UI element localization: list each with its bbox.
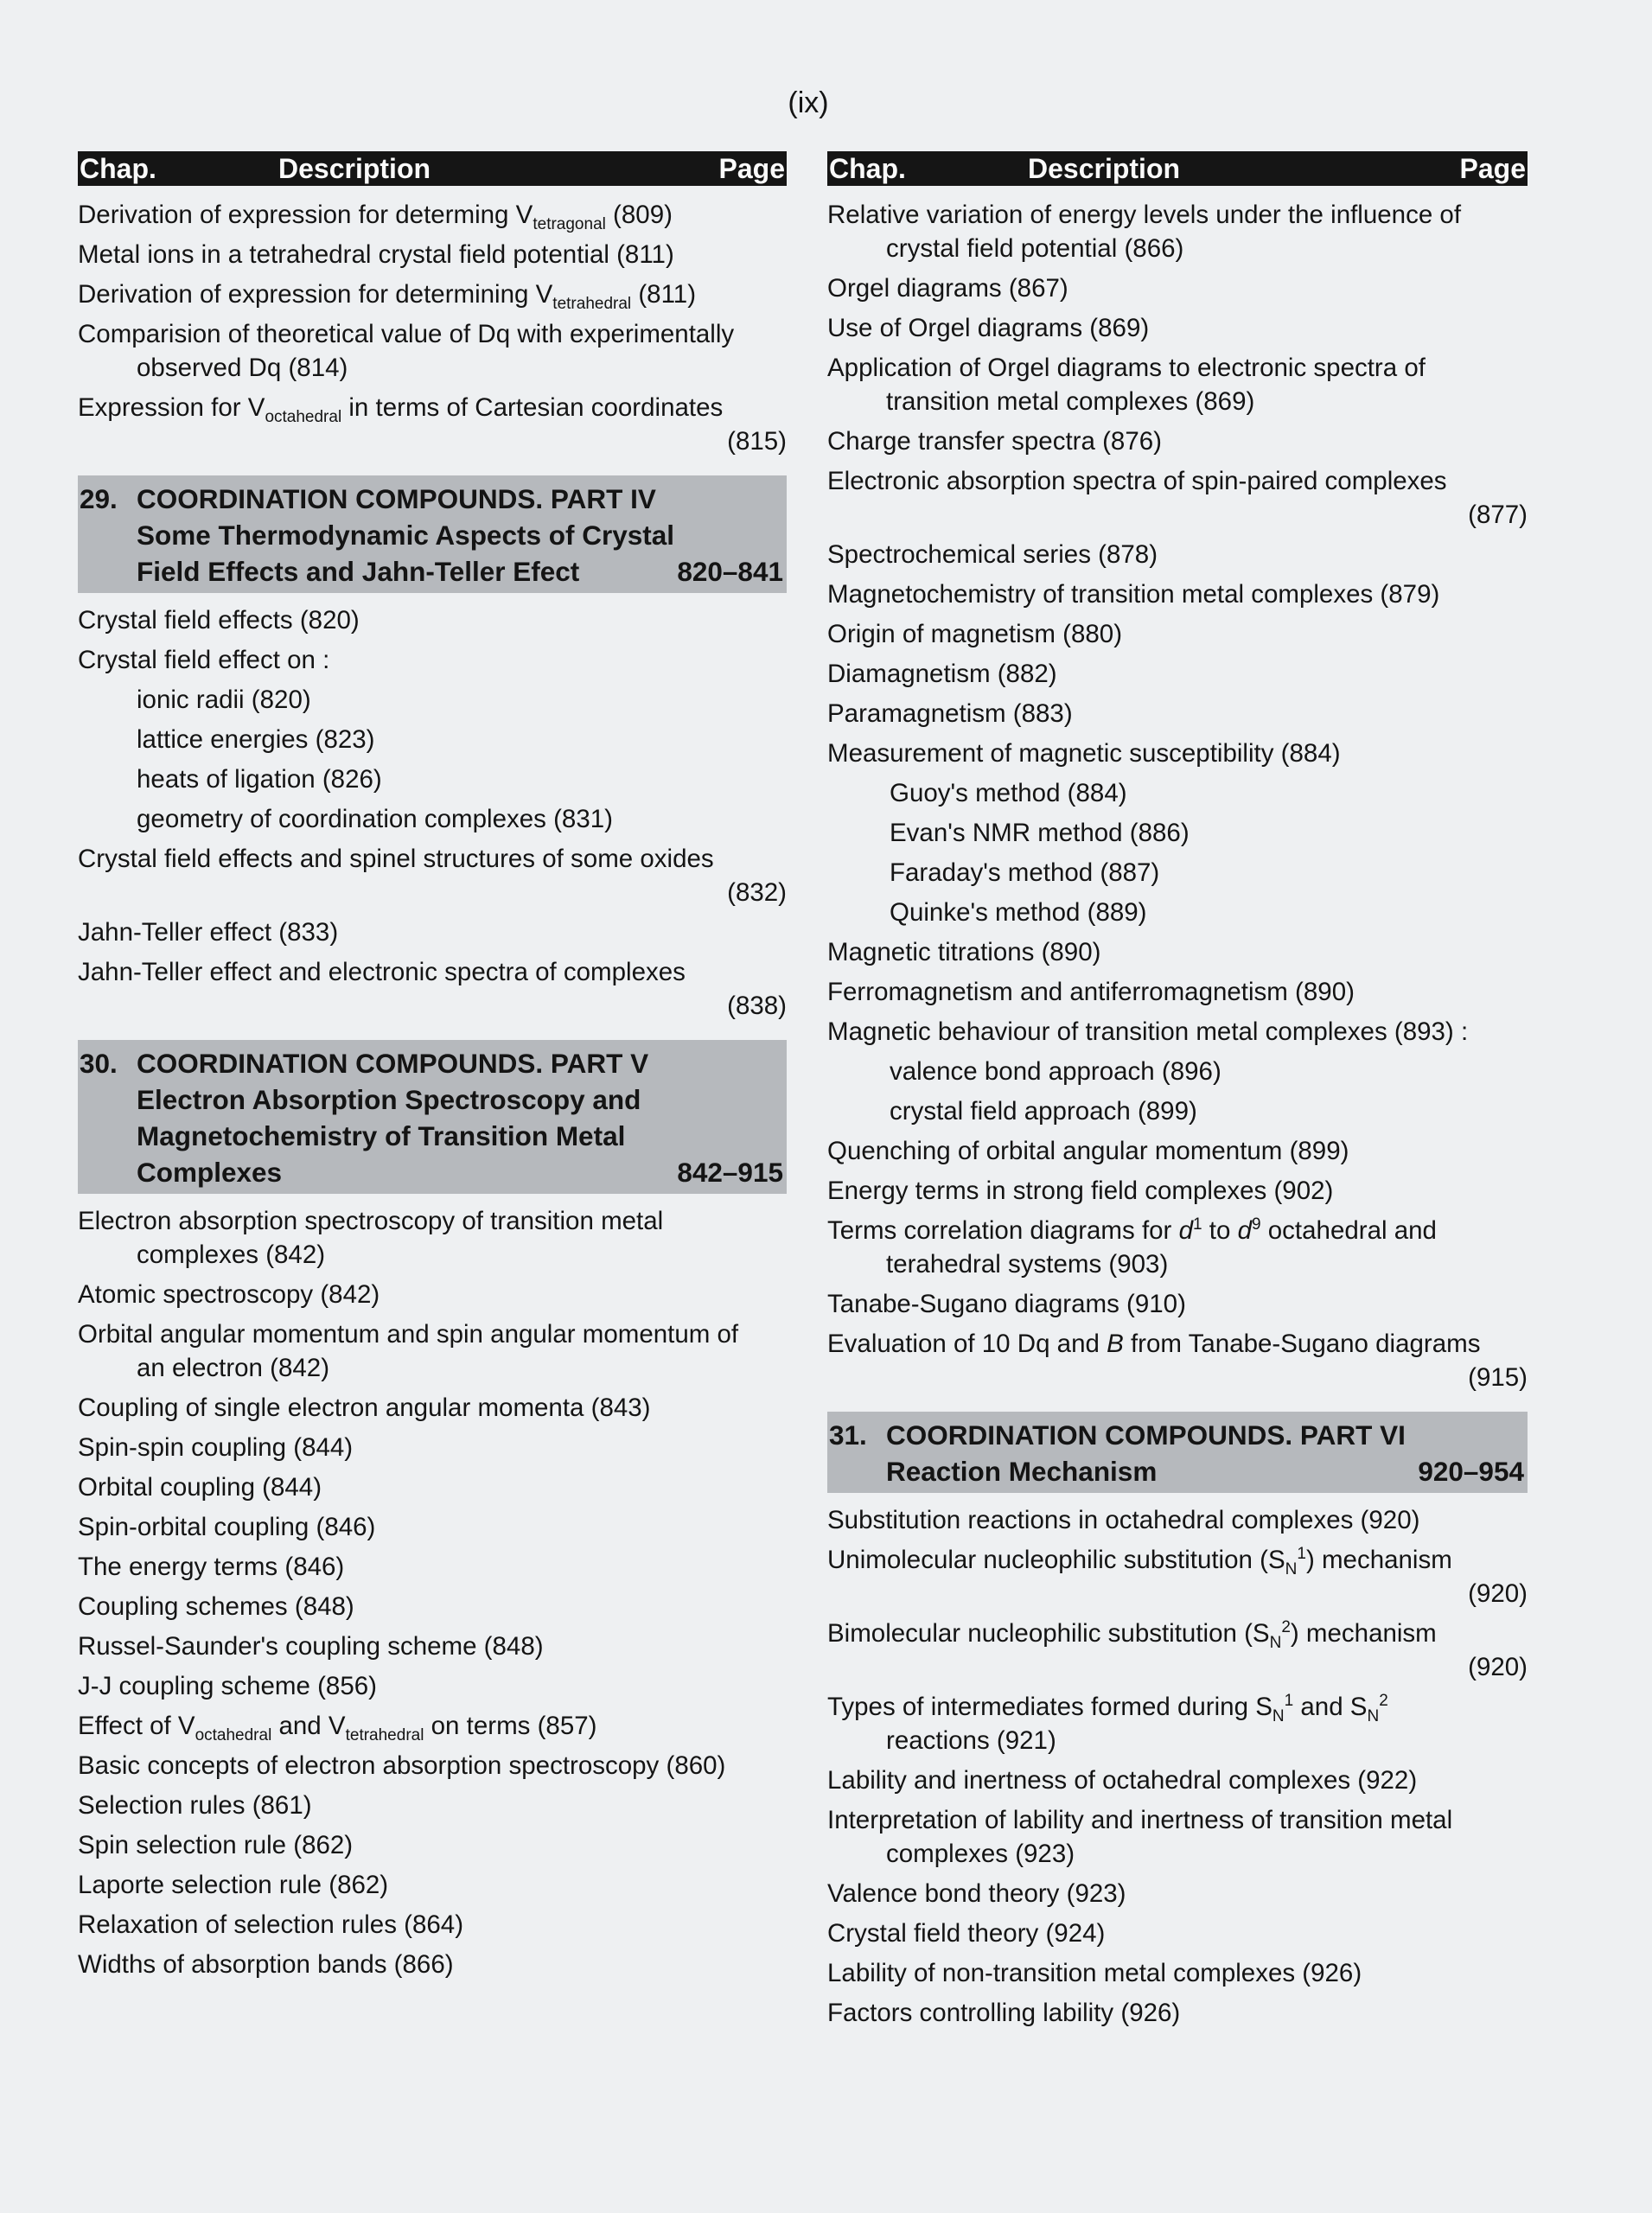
toc-entry: Lability and inertness of octahedral complexes (922): [827, 1766, 1418, 1795]
toc-entry: Energy terms in strong field complexes (902): [827, 1177, 1334, 1205]
toc-entry: Magnetic behaviour of transition metal complexes (893) :: [827, 1017, 1469, 1046]
chapter-subtitle: Complexes: [137, 1157, 283, 1188]
toc-entry: Charge transfer spectra (876): [827, 427, 1162, 456]
toc-entry: Paramagnetism (883): [827, 699, 1073, 728]
toc-subentry: geometry of coordination complexes (831): [137, 805, 613, 833]
toc-entry: Basic concepts of electron absorption spectroscopy (860): [78, 1751, 726, 1780]
table-header: [827, 151, 1528, 186]
header-page: Page: [718, 153, 785, 184]
toc-entry: Expression for $V_{octahedral}$ in terms of Cartesian coordinates (815): [78, 391, 787, 458]
chapter-number: 31.: [829, 1419, 867, 1451]
chapter-heading: [78, 475, 787, 593]
header-description: Description: [1028, 153, 1181, 184]
toc-entry: Tanabe-Sugano diagrams (910): [827, 1290, 1186, 1318]
toc-entry: Lability of non-transition metal complexes (926): [827, 1959, 1362, 1987]
toc-entry: Jahn-Teller effect and electronic spectra of complexes (838): [78, 955, 787, 1023]
toc-subentry: valence bond approach (896): [890, 1057, 1221, 1086]
toc-entry: Electronic absorption spectra of spin-paired complexes (877): [827, 464, 1528, 532]
toc-entry: Atomic spectroscopy (842): [78, 1280, 380, 1309]
toc-entry: Types of intermediates formed during $S_N^1$ and $S_N^2$ reactions (921): [827, 1692, 1388, 1755]
toc-subentry: Evan's NMR method (886): [890, 819, 1190, 847]
toc-entry: Jahn-Teller effect (833): [78, 918, 339, 947]
chapter-heading: [827, 1412, 1528, 1493]
toc-entry: Quenching of orbital angular momentum (899): [827, 1137, 1349, 1165]
toc-entry: Magnetochemistry of transition metal complexes (879): [827, 580, 1440, 609]
toc-entry: Laporte selection rule (862): [78, 1871, 389, 1899]
toc-entry: Origin of magnetism (880): [827, 620, 1123, 648]
toc-entry: Application of Orgel diagrams to electronic spectra of transition metal complexes (869): [827, 354, 1426, 416]
toc-entry: Magnetic titrations (890): [827, 938, 1101, 966]
chapter-pages: 842–915: [677, 1157, 783, 1188]
chapter-heading: [78, 1040, 787, 1194]
toc-entry: Crystal field effects and spinel structures of some oxides (832): [78, 842, 787, 909]
toc-entry: Valence bond theory (923): [827, 1879, 1126, 1908]
toc-entry: Crystal field effects (820): [78, 606, 360, 635]
toc-subentry: Quinke's method (889): [890, 898, 1147, 927]
toc-entry: Relaxation of selection rules (864): [78, 1910, 464, 1939]
toc-subentry: crystal field approach (899): [890, 1097, 1197, 1126]
toc-entry: Derivation of expression for determing $V_{tetragonal}$ (809): [78, 201, 673, 233]
page-number: (ix): [788, 86, 829, 119]
toc-entry: Terms correlation diagrams for $d^1$ to $d^9$ octahedral and terahedral systems (903): [827, 1215, 1437, 1279]
toc-entry: Metal ions in a tetrahedral crystal field potential (811): [78, 240, 674, 269]
toc-entry: Comparision of theoretical value of Dq with experimentally observed Dq (814): [78, 320, 735, 382]
toc-entry: Interpretation of lability and inertness of transition metal complexes (923): [827, 1806, 1453, 1868]
toc-page: (920): [1468, 1653, 1528, 1681]
header-description: Description: [278, 153, 431, 184]
right-column: [827, 151, 1528, 2030]
toc-subentry: lattice energies (823): [137, 725, 375, 754]
toc-entry: Crystal field theory (924): [827, 1919, 1106, 1948]
toc-subentry: Faraday's method (887): [890, 858, 1160, 887]
chapter-subtitle: Magnetochemistry of Transition Metal: [137, 1120, 626, 1151]
toc-entry: Spin-spin coupling (844): [78, 1433, 354, 1462]
chapter-pages: 820–841: [677, 556, 783, 587]
chapter-subtitle: Some Thermodynamic Aspects of Crystal: [137, 520, 675, 551]
toc-entry: The energy terms (846): [78, 1553, 345, 1581]
chapter-pages: 920–954: [1418, 1456, 1524, 1487]
toc-entry: Spin selection rule (862): [78, 1831, 354, 1859]
toc-page: (877): [1468, 501, 1528, 529]
toc-entry: Factors controlling lability (926): [827, 1999, 1181, 2027]
toc-subentry: Guoy's method (884): [890, 779, 1127, 807]
toc-entry: J-J coupling scheme (856): [78, 1672, 377, 1700]
toc-entry: Orgel diagrams (867): [827, 274, 1068, 303]
toc-entry: Effect of $V_{octahedral}$ and $V_{tetrahedral}$ on terms (857): [78, 1712, 597, 1744]
table-header: [78, 151, 787, 186]
toc-entry: Relative variation of energy levels under the influence of crystal field potential (866): [827, 201, 1462, 263]
left-column: [78, 151, 787, 1981]
toc-entry: Orbital angular momentum and spin angular momentum of an electron (842): [78, 1320, 739, 1382]
chapter-title: COORDINATION COMPOUNDS. PART V: [137, 1048, 649, 1079]
toc-entry: Orbital coupling (844): [78, 1473, 322, 1502]
toc-entry: Use of Orgel diagrams (869): [827, 314, 1150, 342]
toc-subentry: ionic radii (820): [137, 686, 311, 714]
toc-page: (838): [727, 992, 787, 1020]
toc-entry: Spectrochemical series (878): [827, 540, 1158, 569]
header-chap: Chap.: [829, 153, 906, 184]
toc-entry: Electron absorption spectroscopy of transition metal complexes (842): [78, 1207, 664, 1269]
chapter-title: COORDINATION COMPOUNDS. PART VI: [886, 1419, 1406, 1451]
header-page: Page: [1459, 153, 1526, 184]
chapter-title: COORDINATION COMPOUNDS. PART IV: [137, 483, 656, 514]
toc-entry: Selection rules (861): [78, 1791, 312, 1820]
toc-entry: Evaluation of 10 Dq and B from Tanabe-Sugano diagrams (915): [827, 1327, 1528, 1394]
chapter-subtitle: Reaction Mechanism: [886, 1456, 1158, 1487]
toc-entry: Bimolecular nucleophilic substitution $(S_N^2)$ mechanism (920): [827, 1617, 1528, 1684]
chapter-subtitle: Field Effects and Jahn-Teller Efect: [137, 556, 580, 587]
chapter-subtitle: Electron Absorption Spectroscopy and: [137, 1084, 641, 1115]
toc-entry: Russel-Saunder's coupling scheme (848): [78, 1632, 544, 1661]
toc-entry: Diamagnetism (882): [827, 660, 1057, 688]
toc-entry: Derivation of expression for determining $V_{tetrahedral}$ (811): [78, 280, 697, 313]
toc-page: (920): [1468, 1579, 1528, 1608]
toc-page: (832): [727, 878, 787, 907]
toc-subentry: heats of ligation (826): [137, 765, 382, 794]
toc-entry: Measurement of magnetic susceptibility (884): [827, 739, 1341, 768]
toc-page: (915): [1468, 1363, 1528, 1392]
chapter-number: 29.: [80, 483, 118, 514]
toc-entry: Spin-orbital coupling (846): [78, 1513, 376, 1541]
toc-entry: Unimolecular nucleophilic substitution $(S_N^1)$ mechanism (920): [827, 1543, 1528, 1610]
toc-entry: Coupling of single electron angular momenta (843): [78, 1393, 651, 1422]
toc-entry: Ferromagnetism and antiferromagnetism (890): [827, 978, 1355, 1006]
toc-entry: Coupling schemes (848): [78, 1592, 354, 1621]
header-chap: Chap.: [80, 153, 156, 184]
chapter-number: 30.: [80, 1048, 118, 1079]
toc-entry: Substitution reactions in octahedral complexes (920): [827, 1506, 1420, 1534]
toc-page: (815): [727, 427, 787, 456]
toc-entry: Widths of absorption bands (866): [78, 1950, 454, 1979]
toc-entry: Crystal field effect on :: [78, 646, 330, 674]
